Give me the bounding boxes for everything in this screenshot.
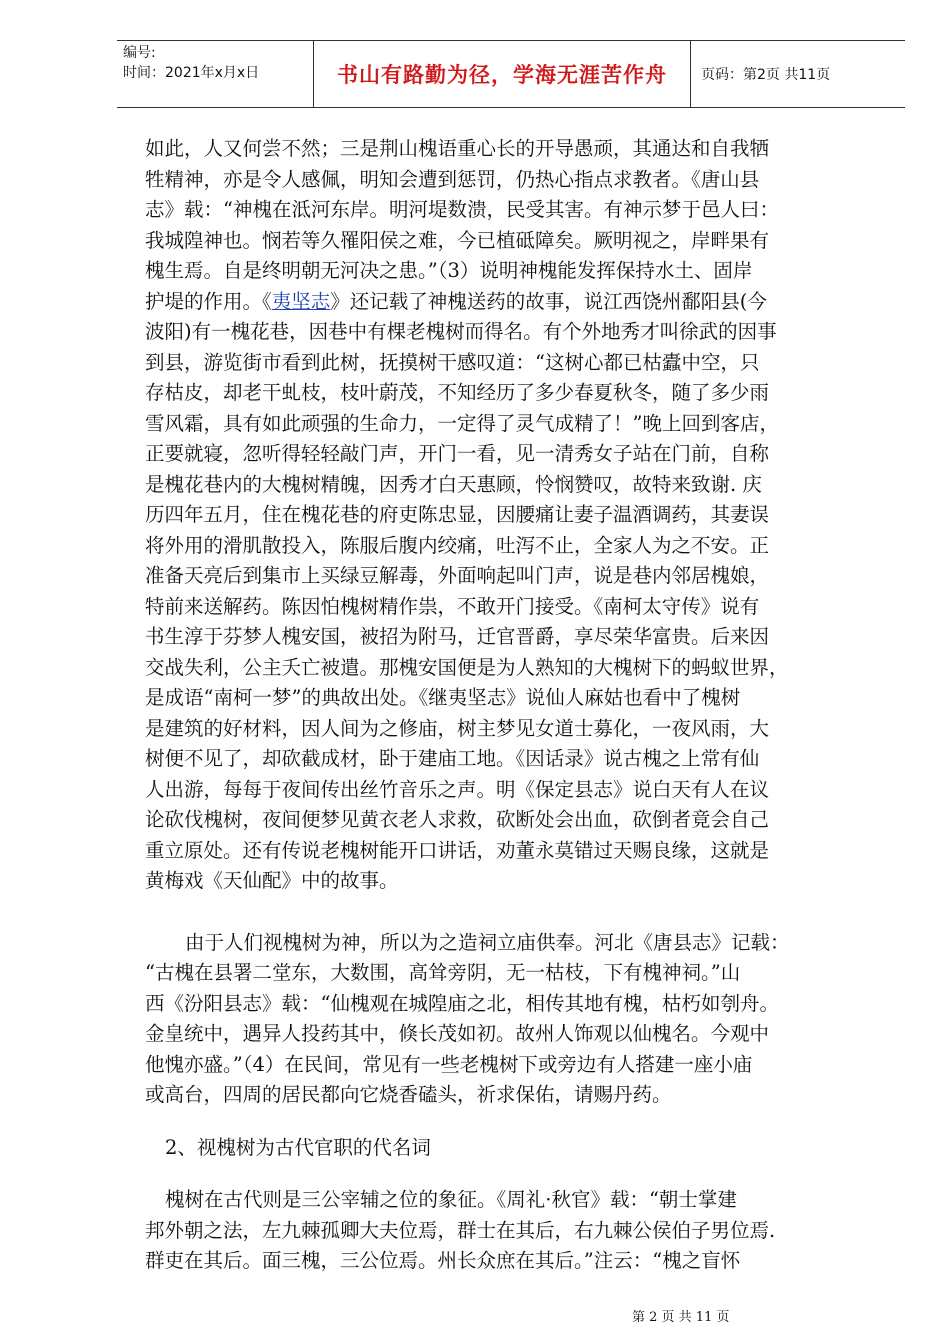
link-prefix: 护堤的作用。《 xyxy=(145,289,272,313)
text-line: 波阳)有一槐花巷，因巷中有棵老槐树而得名。有个外地秀才叫徐武的因事 xyxy=(145,320,777,343)
text-line: 牲精神，亦是令人感佩，明知会遭到惩罚，仍热心指点求教者。《唐山县 xyxy=(145,167,760,191)
text-line: 书生淳于芬梦人槐安国，被招为附马，迁官晋爵，享尽荣华富贵。后来因 xyxy=(145,625,770,648)
text-line: 是槐花巷内的大槐树精魄，因秀才白天惠顾，怜悯赞叹，故特来致谢. 庆 xyxy=(145,472,762,496)
text-line: 存枯皮，却老干虬枝，枝叶蔚茂，不知经历了多少春夏秋冬，随了多少雨 xyxy=(145,381,770,404)
paragraph-gap xyxy=(145,897,865,928)
text-line-with-link xyxy=(145,287,865,318)
text-line: 金皇统中，遇异人投药其中，倏长茂如初。故州人饰观以仙槐名。今观中 xyxy=(145,1022,770,1045)
text-line: 是成语“南柯一梦”的典故出处。《继夷坚志》说仙人麻姑也看中了槐树 xyxy=(145,686,741,709)
text-line: 准备天亮后到集市上买绿豆解毒，外面响起叫门声，说是巷内邻居槐娘， xyxy=(145,564,770,587)
text-line: 槐树在古代则是三公宰辅之位的象征。《周礼·秋官》载：“朝士掌建 xyxy=(165,1188,737,1211)
paragraph-3 xyxy=(145,1185,865,1277)
text-line: 黄梅戏《天仙配》中的故事。 xyxy=(145,869,399,892)
yijianzhi-link[interactable]: 夷坚志 xyxy=(271,289,331,313)
document-body xyxy=(145,134,865,1277)
header-id-label: 编号: xyxy=(123,45,156,61)
paragraph-2 xyxy=(145,928,865,1111)
text-line: 志》载：“神槐在泜河东岸。明河堤数溃，民受其害。有神示梦于邑人曰： xyxy=(145,198,779,221)
section-heading: 2、视槐树为古代官职的代名词 xyxy=(165,1135,431,1159)
header-time-label: 时间：2021年x月x日 xyxy=(123,65,260,81)
text-line: 群吏在其后。面三槐，三公位焉。州长众庶在其后。”注云：“槐之盲怀 xyxy=(145,1249,741,1272)
paragraph-gap xyxy=(145,1111,865,1133)
page-header xyxy=(117,40,905,108)
text-line: 我城隍神也。悯若等久罹阳侯之难，今已植砥障矣。厥明视之，岸畔果有 xyxy=(145,228,770,252)
text-line: 特前来送解药。陈因怕槐树精作祟，不敢开门接受。《南柯太守传》说有 xyxy=(145,594,760,618)
text-line: 雪风霜，具有如此顽强的生命力，一定得了灵气成精了！”晚上回到客店， xyxy=(145,411,779,435)
link-suffix: 》还记载了神槐送药的故事，说江西饶州鄱阳县(今 xyxy=(330,289,767,313)
text-line: 西《汾阳县志》载：“仙槐观在城隍庙之北，相传其地有槐，枯朽如刳舟。 xyxy=(145,991,779,1015)
header-motto-cell xyxy=(313,41,691,107)
paragraph-gap xyxy=(145,1163,865,1185)
text-line: 论砍伐槐树，夜间便梦见黄衣老人求救，砍断处会出血，砍倒者竟会自己 xyxy=(145,808,770,831)
text-line: 由于人们视槐树为神，所以为之造祠立庙供奉。河北《唐县志》记载： xyxy=(185,930,790,954)
header-meta xyxy=(117,41,313,107)
text-line: 树便不见了，却砍截成材，卧于建庙工地。《因话录》说古槐之上常有仙 xyxy=(145,747,760,770)
header-motto: 书山有路勤为径，学海无涯苦作舟 xyxy=(337,63,667,87)
text-line: 槐生焉。自是终明朝无河决之患。”（3）说明神槐能发挥保持水土、固岸 xyxy=(145,259,753,282)
text-line: “古槐在县署二堂东，大数围，高耸旁阴，无一枯枝，下有槐神祠。”山 xyxy=(145,961,741,984)
text-line: 如此，人又何尝不然；三是荆山槐语重心长的开导愚顽，其通达和自我牺 xyxy=(145,137,770,160)
text-line: 重立原处。还有传说老槐树能开口讲话，劝董永莫错过天赐良缘，这就是 xyxy=(145,838,770,862)
text-line: 或高台，四周的居民都向它烧香磕头，祈求保佑，请赐丹药。 xyxy=(145,1083,672,1106)
page-footer: 第 2 页 共 11 页 xyxy=(632,1310,730,1325)
text-line: 交战失利，公主夭亡被遣。那槐安国便是为人熟知的大槐树下的蚂蚁世界， xyxy=(145,655,789,679)
text-line: 邦外朝之法，左九棘孤卿大夫位焉，群士在其后，右九棘公侯伯子男位焉. xyxy=(145,1218,776,1242)
text-line: 正要就寝，忽听得轻轻敲门声，开门一看，见一清秀女子站在门前，自称 xyxy=(145,442,770,465)
paragraph-1 xyxy=(145,134,865,897)
text-line: 到县，游览街市看到此树，抚摸树干感叹道：“这树心都已枯蠹中空，只 xyxy=(145,350,760,374)
header-page-info: 页码：第2页 共11页 xyxy=(701,67,831,83)
text-line: 历四年五月，住在槐花巷的府吏陈忠显，因腰痛让妻子温酒调药，其妻误 xyxy=(145,503,770,526)
text-line: 人出游，每每于夜间传出丝竹音乐之声。明《保定县志》说白天有人在议 xyxy=(145,777,770,801)
text-line: 将外用的滑肌散投入，陈服后腹内绞痛，吐泻不止，全家人为之不安。正 xyxy=(145,533,770,557)
text-line: 他愧亦盛。”（4）在民间，常见有一些老槐树下或旁边有人搭建一座小庙 xyxy=(145,1052,753,1076)
text-line: 是建筑的好材料，因人间为之修庙，树主梦见女道士募化，一夜风雨，大 xyxy=(145,716,770,740)
